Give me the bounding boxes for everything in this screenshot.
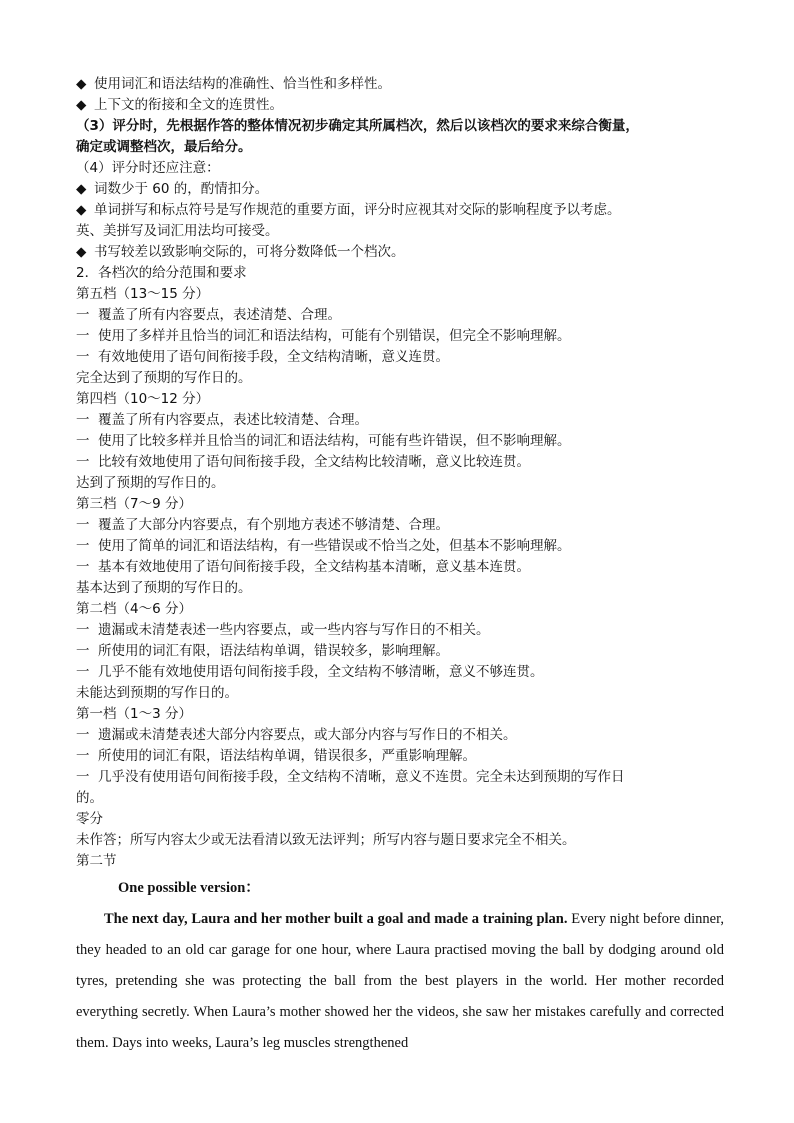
dash-bullet-icon: 一 — [76, 538, 90, 554]
grade-summary: 达到了预期的写作日的。 — [76, 475, 225, 491]
criteria-bullet: ◆ 使用词汇和语法结构的准确性、恰当性和多样性。 — [76, 74, 724, 95]
essay-lead: The next day, Laura and her mother built a goal and made a training plan. — [104, 911, 568, 927]
zero-title: 零分 — [76, 811, 103, 827]
diamond-bullet-icon: ◆ — [76, 202, 87, 218]
grade-item: 一 覆盖了所有内容要点，表述清楚、合理。 — [76, 305, 724, 326]
dash-bullet-icon: 一 — [76, 433, 90, 449]
note-continuation: 英、美拼写及词汇用法均可接受。 — [76, 223, 279, 239]
grade-item: 一 使用了多样并且恰当的词汇和语法结构，可能有个别错误，但完全不影响理解。 — [76, 326, 724, 347]
dash-bullet-icon: 一 — [76, 349, 90, 365]
grade-title: 第一档（1～3 分） — [76, 706, 192, 722]
item3-line2: 确定或调整档次，最后给分。 — [76, 139, 252, 155]
grade-title: 第二档（4～6 分） — [76, 601, 192, 617]
diamond-bullet-icon: ◆ — [76, 76, 87, 92]
model-essay — [76, 904, 724, 1059]
dash-bullet-icon: 一 — [76, 412, 90, 428]
grade-title: 第四档（10～12 分） — [76, 391, 210, 407]
dash-bullet-icon: 一 — [76, 454, 90, 470]
dash-bullet-icon: 一 — [76, 769, 90, 785]
grade-item: 一 所使用的词汇有限，语法结构单调，错误很多，严重影响理解。 — [76, 746, 724, 767]
dash-bullet-icon: 一 — [76, 307, 90, 323]
grade-item: 一 几乎不能有效地使用语句间衔接手段，全文结构不够清晰，意义不够连贯。 — [76, 662, 724, 683]
dash-bullet-icon: 一 — [76, 517, 90, 533]
item4-title: （4）评分时还应注意： — [76, 160, 220, 176]
grade-item: 一 几乎没有使用语句间衔接手段，全文结构不清晰，意义不连贯。完全未达到预期的写作日 — [76, 767, 724, 788]
grade-title: 第五档（13～15 分） — [76, 286, 210, 302]
zero-text: 未作答；所写内容太少或无法看清以致无法评判；所写内容与题日要求完全不相关。 — [76, 832, 576, 848]
grade-summary: 完全达到了预期的写作日的。 — [76, 370, 252, 386]
criteria-bullet: ◆ 上下文的衔接和全文的连贯性。 — [76, 95, 724, 116]
note-bullet: ◆ 单词拼写和标点符号是写作规范的重要方面，评分时应视其对交际的影响程度予以考虑。 — [76, 200, 724, 221]
section2-title: 2．各档次的给分范围和要求 — [76, 265, 247, 281]
item3-line1: （3）评分时，先根据作答的整体情况初步确定其所属档次，然后以该档次的要求来综合衡量， — [76, 118, 639, 134]
note-bullet: ◆ 词数少于 60 的，酌情扣分。 — [76, 179, 724, 200]
dash-bullet-icon: 一 — [76, 328, 90, 344]
page-content — [76, 74, 724, 1059]
grade-summary: 的。 — [76, 790, 103, 806]
version-title: One possible version： — [118, 880, 260, 896]
grade-item: 一 覆盖了所有内容要点，表述比较清楚、合理。 — [76, 410, 724, 431]
dash-bullet-icon: 一 — [76, 748, 90, 764]
essay-body: Every night before dinner, they headed to an old car garage for one hour, where Laura practised moving the ball by dodging around old tyres, pretending she was protecting the ball from the best players in the world. Her mother recorded everything secretly. When Laura’s mother showed her the videos, she saw her mistakes carefully and corrected them. Days into weeks, Laura’s leg muscles strengthened — [76, 911, 724, 1051]
grade-item: 一 覆盖了大部分内容要点，有个别地方表述不够清楚、合理。 — [76, 515, 724, 536]
grade-item: 一 所使用的词汇有限，语法结构单调，错误较多，影响理解。 — [76, 641, 724, 662]
grade-item: 一 比较有效地使用了语句间衔接手段，全文结构比较清晰，意义比较连贯。 — [76, 452, 724, 473]
dash-bullet-icon: 一 — [76, 622, 90, 638]
dash-bullet-icon: 一 — [76, 664, 90, 680]
grade-item: 一 遗漏或未清楚表述大部分内容要点，或大部分内容与写作日的不相关。 — [76, 725, 724, 746]
grade-item: 一 基本有效地使用了语句间衔接手段，全文结构基本清晰，意义基本连贯。 — [76, 557, 724, 578]
note-bullet: ◆ 书写较差以致影响交际的，可将分数降低一个档次。 — [76, 242, 724, 263]
diamond-bullet-icon: ◆ — [76, 244, 87, 260]
grade-title: 第三档（7～9 分） — [76, 496, 192, 512]
section-label: 第二节 — [76, 853, 117, 869]
diamond-bullet-icon: ◆ — [76, 181, 87, 197]
dash-bullet-icon: 一 — [76, 727, 90, 743]
grade-item: 一 使用了简单的词汇和语法结构，有一些错误或不恰当之处，但基本不影响理解。 — [76, 536, 724, 557]
grade-summary: 基本达到了预期的写作日的。 — [76, 580, 252, 596]
grade-item: 一 遗漏或未清楚表述一些内容要点，或一些内容与写作日的不相关。 — [76, 620, 724, 641]
grade-item: 一 有效地使用了语句间衔接手段，全文结构清晰，意义连贯。 — [76, 347, 724, 368]
grade-item: 一 使用了比较多样并且恰当的词汇和语法结构，可能有些许错误，但不影响理解。 — [76, 431, 724, 452]
dash-bullet-icon: 一 — [76, 559, 90, 575]
diamond-bullet-icon: ◆ — [76, 97, 87, 113]
grade-summary: 未能达到预期的写作日的。 — [76, 685, 238, 701]
dash-bullet-icon: 一 — [76, 643, 90, 659]
